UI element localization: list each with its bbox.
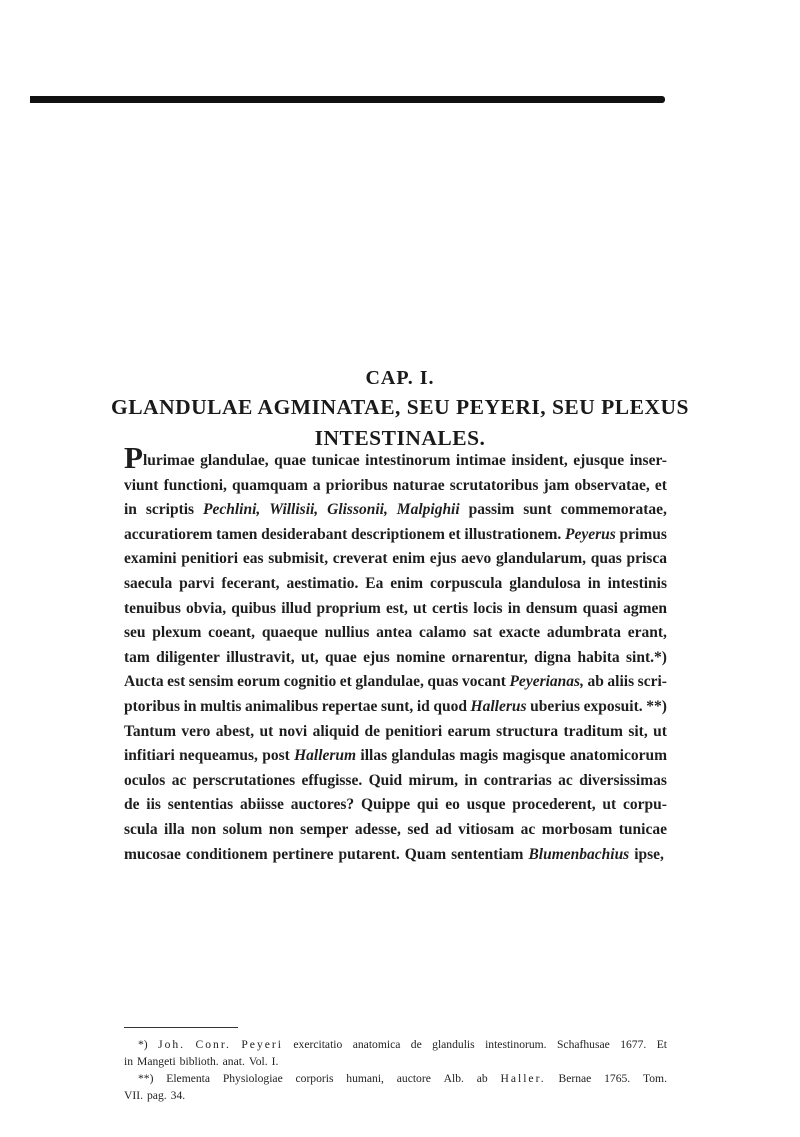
word: putarent. xyxy=(338,845,400,863)
word: uberius xyxy=(530,697,581,715)
word: aliquid xyxy=(312,722,360,740)
footnote-word: **) xyxy=(138,1072,154,1085)
word: auctores? xyxy=(290,796,355,814)
first-word xyxy=(124,440,195,475)
footnote-separator xyxy=(124,1027,238,1028)
word: sententiam xyxy=(451,845,524,863)
word: magisque xyxy=(502,747,566,765)
footnote-word: Joh. xyxy=(158,1038,186,1051)
footnote-word: corporis xyxy=(295,1072,334,1085)
footnote-word: 1765. xyxy=(604,1072,631,1085)
word: et xyxy=(654,476,667,494)
text-line xyxy=(124,597,667,622)
word: locis xyxy=(473,599,503,617)
word: tunicae xyxy=(618,820,667,838)
word: aliis xyxy=(607,673,635,691)
text-line xyxy=(124,744,667,769)
footnote-word: Tom. xyxy=(642,1072,667,1085)
word: agmen xyxy=(623,599,667,617)
word: sat xyxy=(473,624,493,642)
word: procederent, xyxy=(512,796,596,814)
word: examini xyxy=(124,550,177,568)
word: glandulosa xyxy=(509,574,581,592)
word: ad xyxy=(435,820,452,838)
word: Quid xyxy=(368,771,403,789)
word: certis xyxy=(431,599,469,617)
word: mirum, xyxy=(408,771,459,789)
word: illustrationem. xyxy=(464,525,562,543)
word: Quam xyxy=(404,845,447,863)
word: vocant xyxy=(462,673,506,691)
word: scriptis xyxy=(145,501,195,519)
word: quas xyxy=(427,673,459,691)
word: morbosam xyxy=(541,820,613,838)
word: nequeamus, xyxy=(179,747,258,765)
word: iis xyxy=(146,796,161,814)
chapter-title-line-2: INTESTINALES. xyxy=(314,426,486,450)
word: aestimatio. xyxy=(286,574,359,592)
word: ac xyxy=(171,771,187,789)
footnote-word: Alb. xyxy=(443,1072,464,1085)
word: glandulas xyxy=(391,747,456,765)
word: diversissimas xyxy=(579,771,667,789)
footnote-word: biblioth. xyxy=(179,1055,219,1068)
word: ut, xyxy=(300,648,319,666)
text-line xyxy=(124,818,667,843)
word: prisca xyxy=(626,550,667,568)
footnote-word: Bernae xyxy=(558,1072,592,1085)
text-line xyxy=(124,670,667,695)
text-line xyxy=(124,572,667,597)
word: erant, xyxy=(627,624,667,642)
footnote-word: Haller. xyxy=(500,1072,546,1085)
footnote-word: anatomica xyxy=(352,1038,401,1051)
word: in xyxy=(124,501,137,519)
word: coeant, xyxy=(208,624,256,642)
footnote-line xyxy=(124,1036,667,1053)
chapter-title-line-1: GLANDULAE AGMINATAE, SEU PEYERI, SEU PLEXUS xyxy=(110,395,689,419)
word: primus xyxy=(619,525,667,543)
word: quamquam xyxy=(232,476,308,494)
word: ut xyxy=(413,599,427,617)
word: de xyxy=(364,722,380,740)
word: penitiori xyxy=(181,550,239,568)
word: quae xyxy=(324,648,357,666)
word: sensim xyxy=(188,673,234,691)
word: Tantum xyxy=(124,722,176,740)
word: scri- xyxy=(637,673,667,691)
word: nullius xyxy=(324,624,370,642)
word: conditionem xyxy=(185,845,268,863)
footnote-word: *) xyxy=(138,1038,148,1051)
word: semper xyxy=(300,820,349,838)
text-line xyxy=(124,440,667,475)
word: digna xyxy=(534,648,572,666)
word: illas xyxy=(360,747,388,765)
word: ut xyxy=(602,796,617,814)
top-decorative-rule xyxy=(30,96,665,103)
word: Peyerianas, xyxy=(509,673,584,691)
word: submisit, xyxy=(268,550,329,568)
footnote-word: intestinorum. xyxy=(485,1038,547,1051)
word: Willisii, xyxy=(269,501,319,519)
word: novi xyxy=(278,722,308,740)
footnote-word: anat. xyxy=(222,1055,245,1068)
word: intestinorum xyxy=(365,452,451,469)
word: aevo xyxy=(461,550,492,568)
word: est xyxy=(167,673,186,691)
word: enim xyxy=(390,574,424,592)
footnote-word: de xyxy=(410,1038,422,1051)
footnote-word: ab xyxy=(476,1072,488,1085)
text-line xyxy=(124,547,667,572)
footnote-word: glandulis xyxy=(432,1038,475,1051)
text-line xyxy=(124,646,667,671)
footnote-word: Et xyxy=(656,1038,667,1051)
footnote-word: Schafhusae xyxy=(556,1038,610,1051)
word: vitiosam xyxy=(458,820,515,838)
word: quaeque xyxy=(261,624,318,642)
footnote-word: VII. xyxy=(124,1089,143,1102)
word: functioni, xyxy=(163,476,227,494)
word: desiderabant xyxy=(261,525,348,543)
word: sunt, xyxy=(380,697,414,715)
word: adesse, xyxy=(354,820,401,838)
word: tunicae xyxy=(311,452,360,469)
word: Glissonii, xyxy=(327,501,388,519)
text-line xyxy=(124,843,667,868)
word: Malpighii xyxy=(396,501,460,519)
word: densum xyxy=(525,599,578,617)
word: passim xyxy=(468,501,515,519)
word: qui xyxy=(416,796,439,814)
word: Hallerum xyxy=(294,747,357,765)
word: ejusque xyxy=(573,452,625,469)
word: pertinere xyxy=(272,845,334,863)
word: usque xyxy=(466,796,506,814)
word: ptoribus xyxy=(124,697,180,715)
word: et xyxy=(448,525,461,543)
word: diligenter xyxy=(156,648,220,666)
word: effugisse. xyxy=(301,771,363,789)
chapter-number: CAP. I. xyxy=(365,367,435,389)
footnote-word: Elementa xyxy=(166,1072,211,1085)
word: intimae xyxy=(455,452,506,469)
footnote-word: Conr. xyxy=(195,1038,231,1051)
text-line xyxy=(124,793,667,818)
text-line xyxy=(124,695,667,720)
word: seu xyxy=(124,624,146,642)
word: magis xyxy=(459,747,499,765)
footnote-word: pag. xyxy=(147,1089,167,1102)
word: structura xyxy=(496,722,559,740)
word: exposuit. xyxy=(583,697,643,715)
word: ipse, xyxy=(634,845,664,863)
footnote-word: exercitatio xyxy=(293,1038,343,1051)
word: mucosae xyxy=(124,845,181,863)
word: naturae xyxy=(392,476,445,494)
footnote-word: auctore xyxy=(396,1072,431,1085)
word: plexum xyxy=(152,624,202,642)
word: obvia, xyxy=(186,599,227,617)
word: tam xyxy=(124,648,150,666)
word: quas xyxy=(590,550,622,568)
word: adumbrata xyxy=(546,624,621,642)
text-line xyxy=(124,523,667,548)
word: traditum xyxy=(563,722,623,740)
word: Ea xyxy=(365,574,384,592)
footnote-word: Vol. xyxy=(248,1055,268,1068)
word: lurimae xyxy=(142,452,195,469)
word: in xyxy=(507,599,521,617)
word: quod xyxy=(433,697,467,715)
word: parvi xyxy=(179,574,215,592)
word: sit, xyxy=(628,722,648,740)
word: ac xyxy=(558,771,573,789)
word: insident, xyxy=(511,452,568,469)
word: est, xyxy=(385,599,408,617)
word: exacte xyxy=(498,624,541,642)
word: antea xyxy=(376,624,413,642)
word: sententias xyxy=(167,796,234,814)
word: Hallerus xyxy=(470,697,527,715)
word: intestinis xyxy=(607,574,667,592)
word: calamo xyxy=(419,624,467,642)
word: illud xyxy=(281,599,312,617)
body-paragraph xyxy=(124,440,667,867)
footnote-line xyxy=(124,1087,667,1104)
word: illa xyxy=(164,820,185,838)
word: ut xyxy=(653,722,667,740)
word: abiisse xyxy=(240,796,284,814)
word: enim xyxy=(392,550,426,568)
footnote-word: I. xyxy=(271,1055,279,1068)
word: proprium xyxy=(316,599,381,617)
word: saecula xyxy=(124,574,173,592)
word: Quippe xyxy=(360,796,411,814)
word: tamen xyxy=(216,525,258,543)
word: tenuibus xyxy=(124,599,181,617)
word: accuratiorem xyxy=(124,525,213,543)
word: Aucta xyxy=(124,673,164,691)
footnote-word: Peyeri xyxy=(241,1038,283,1051)
footnote-word: Physiologiae xyxy=(222,1072,283,1085)
word: illustravit, xyxy=(226,648,295,666)
word: commemoratae, xyxy=(560,501,667,519)
word: sint.*) xyxy=(625,648,667,666)
word: eo xyxy=(445,796,460,814)
word: in xyxy=(464,771,478,789)
footnote-word: in xyxy=(124,1055,134,1068)
word: eorum xyxy=(237,673,281,691)
word: descriptionem xyxy=(351,525,445,543)
text-line xyxy=(124,769,667,794)
word: non xyxy=(191,820,217,838)
word: ut xyxy=(259,722,274,740)
text-line xyxy=(124,474,667,499)
word: ab xyxy=(587,673,604,691)
word: scula xyxy=(124,820,158,838)
word: de xyxy=(124,796,140,814)
word: prioribus xyxy=(325,476,388,494)
word: anatomicorum xyxy=(569,747,667,765)
word: vero xyxy=(181,722,211,740)
word: a xyxy=(312,476,321,494)
word: glandularum, xyxy=(496,550,587,568)
word: ornarentur, xyxy=(451,648,528,666)
footnote-line xyxy=(124,1070,667,1087)
footnote-word: 1677. xyxy=(620,1038,647,1051)
word: **) xyxy=(646,697,667,715)
footnote-word: humani, xyxy=(346,1072,384,1085)
word: habita xyxy=(577,648,620,666)
word: in xyxy=(183,697,197,715)
footnote-line xyxy=(124,1053,667,1070)
word: corpu- xyxy=(623,796,667,814)
text-line xyxy=(124,720,667,745)
word: id xyxy=(416,697,430,715)
word: observatae, xyxy=(574,476,650,494)
word: quibus xyxy=(231,599,277,617)
word: ejus xyxy=(363,648,390,666)
word: et xyxy=(339,673,352,691)
word: infitiari xyxy=(124,747,175,765)
word: in xyxy=(587,574,601,592)
word: jam xyxy=(543,476,570,494)
word: sed xyxy=(407,820,429,838)
word: ac xyxy=(520,820,536,838)
word: Peyerus xyxy=(565,525,616,543)
footnotes xyxy=(124,1036,667,1104)
word: nomine xyxy=(396,648,446,666)
word: repertae xyxy=(321,697,378,715)
word: fecerant, xyxy=(221,574,280,592)
word: glandulae, xyxy=(355,673,424,691)
word: viunt xyxy=(124,476,159,494)
word: corpuscula xyxy=(429,574,503,592)
word: multis xyxy=(200,697,242,715)
text-line xyxy=(124,621,667,646)
chapter-title xyxy=(0,392,800,454)
word: perscrutationes xyxy=(192,771,296,789)
word: oculos xyxy=(124,771,166,789)
word: penitiori xyxy=(385,722,443,740)
drop-cap: P xyxy=(124,440,143,475)
word: abest, xyxy=(215,722,255,740)
word: contrarias xyxy=(483,771,552,789)
word: solum xyxy=(222,820,263,838)
word: cognitio xyxy=(283,673,337,691)
word: post xyxy=(262,747,290,765)
word: non xyxy=(268,820,294,838)
word: quae xyxy=(274,452,306,469)
word: earum xyxy=(447,722,491,740)
word: eas xyxy=(242,550,264,568)
footnote-word: 34. xyxy=(170,1089,186,1102)
word: scrutatoribus xyxy=(449,476,539,494)
word: ejus xyxy=(429,550,457,568)
text-line xyxy=(124,498,667,523)
word: sunt xyxy=(523,501,552,519)
word: Blumenbachius xyxy=(528,845,630,863)
word: Pechlini, xyxy=(203,501,261,519)
word: inser- xyxy=(629,452,667,469)
word: creverat xyxy=(332,550,388,568)
footnote-word: Mangeti xyxy=(137,1055,176,1068)
word: glandulae, xyxy=(200,452,269,469)
word: quasi xyxy=(582,599,618,617)
word: animalibus xyxy=(244,697,319,715)
